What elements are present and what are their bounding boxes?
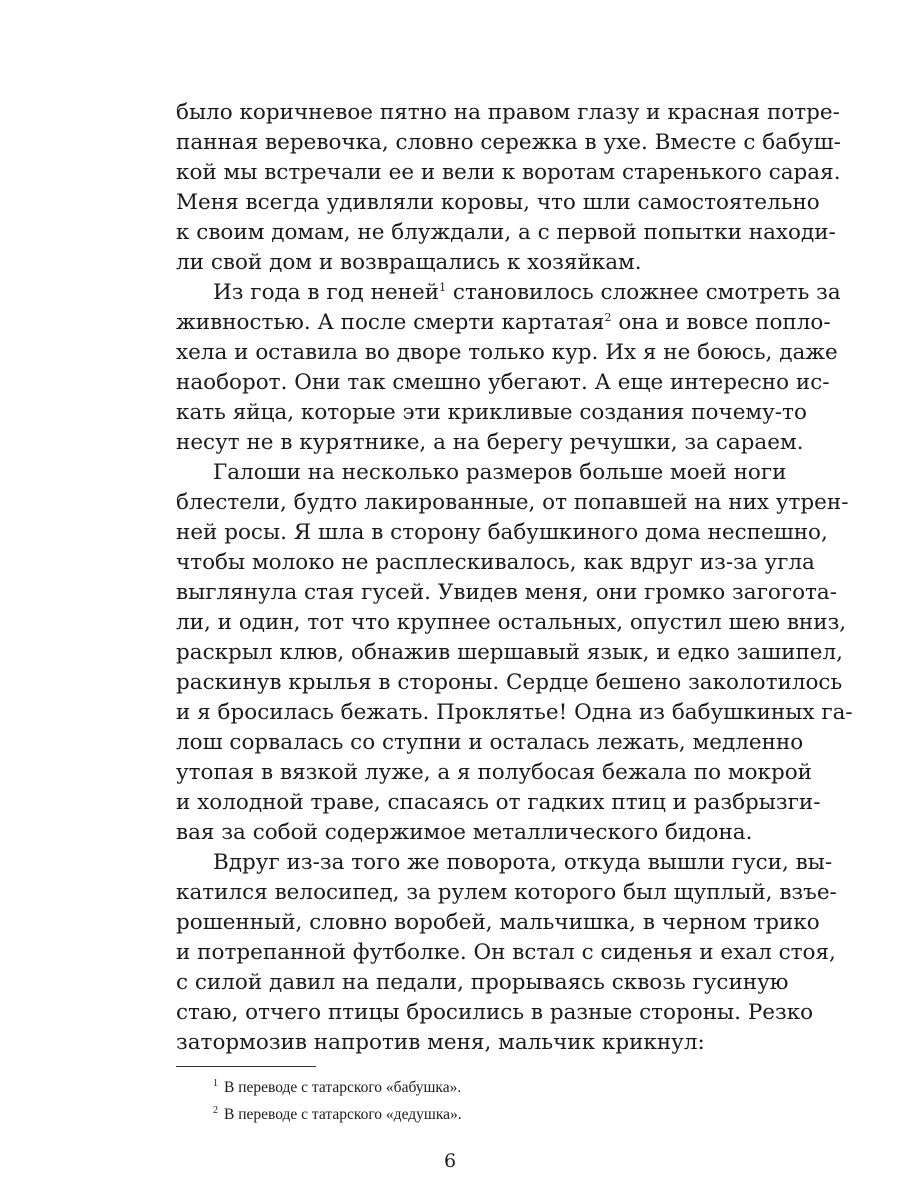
text-line: рошенный, словно воробей, мальчишка, в черном трико <box>176 910 820 935</box>
footnote-ref: 2 <box>604 310 612 324</box>
footnote-mark: 1 <box>213 1077 218 1089</box>
text-line: блестели, будто лакированные, от попавшей на них утрен- <box>176 490 849 515</box>
footnote <box>213 1105 462 1125</box>
text-line: было коричневое пятно на правом глазу и красная потре- <box>176 100 840 125</box>
text-line: к своим домам, не блуждали, а с первой попытки находи- <box>176 220 836 245</box>
footnote <box>213 1078 461 1098</box>
text-line: панная веревочка, словно сережка в ухе. Вместе с бабуш- <box>176 130 841 155</box>
text-line: затормозив напротив меня, мальчик крикнул: <box>176 1030 705 1055</box>
text-line: ли, и один, тот что крупнее остальных, опустил шею вниз, <box>176 610 847 635</box>
text-segment: живностью. А после смерти картатая <box>176 310 605 335</box>
footnote-mark: 2 <box>213 1104 218 1116</box>
footnote-text: В переводе с татарского «бабушка». <box>224 1079 462 1096</box>
text-line: Галоши на несколько размеров больше моей ноги <box>213 460 787 485</box>
text-line: лош сорвалась со ступни и осталась лежать, медленно <box>176 730 804 755</box>
page-number: 6 <box>443 1150 457 1172</box>
text-line: стаю, отчего птицы бросились в разные стороны. Резко <box>176 1000 814 1025</box>
text-line: Меня всегда удивляли коровы, что шли самостоятельно <box>176 190 820 215</box>
text-line: раскинув крылья в стороны. Сердце бешено заколотилось <box>176 670 843 695</box>
text-line: раскрыл клюв, обнажив шершавый язык, и едко зашипел, <box>176 640 844 665</box>
text-line: хела и оставила во дворе только кур. Их я не боюсь, даже <box>176 340 838 365</box>
text-line: катился велосипед, за рулем которого был щуплый, взъе- <box>176 880 837 905</box>
footnote-ref: 1 <box>439 280 447 294</box>
text-segment: она и вовсе поплo- <box>611 310 831 335</box>
footnote-text: В переводе с татарского «дедушка». <box>224 1106 462 1123</box>
text-line: ней росы. Я шла в сторону бабушкиного дома неспешно, <box>176 520 828 545</box>
text-line: Вдруг из-за того же поворота, откуда вышли гуси, вы- <box>213 850 833 875</box>
text-line: наоборот. Они так смешно убегают. А еще интересно ис- <box>176 370 830 395</box>
text-line: несут не в курятнике, а на берегу речушки, за сараем. <box>176 430 804 455</box>
text-line: кать яйца, которые эти крикливые создания почему-то <box>176 400 807 425</box>
text-line: вая за собой содержимое металлического бидона. <box>176 820 753 845</box>
text-line <box>213 278 841 308</box>
text-line: выглянула стая гусей. Увидев меня, они громко загогота- <box>176 580 837 605</box>
text-segment: Из года в год неней <box>213 280 440 305</box>
text-line: и я бросилась бежать. Проклятье! Одна из бабушкиных га- <box>176 700 853 725</box>
text-line: и потрепанной футболке. Он встал с сиденья и ехал стоя, <box>176 940 836 965</box>
text-line: кой мы встречали ее и вели к воротам старенького сарая. <box>176 160 841 185</box>
text-line: и холодной траве, спасаясь от гадких птиц и разбрызги- <box>176 790 821 815</box>
text-segment: становилось сложнее смотреть за <box>446 280 841 305</box>
text-line: с силой давил на педали, прорываясь сквозь гусиную <box>176 970 789 995</box>
footnote-divider <box>176 1066 316 1067</box>
text-line: чтобы молоко не расплескивалось, как вдруг из-за угла <box>176 550 815 575</box>
text-line <box>176 308 831 338</box>
text-line: ли свой дом и возвращались к хозяйкам. <box>176 250 642 275</box>
text-line: утопая в вязкой луже, а я полубосая бежала по мокрой <box>176 760 812 785</box>
